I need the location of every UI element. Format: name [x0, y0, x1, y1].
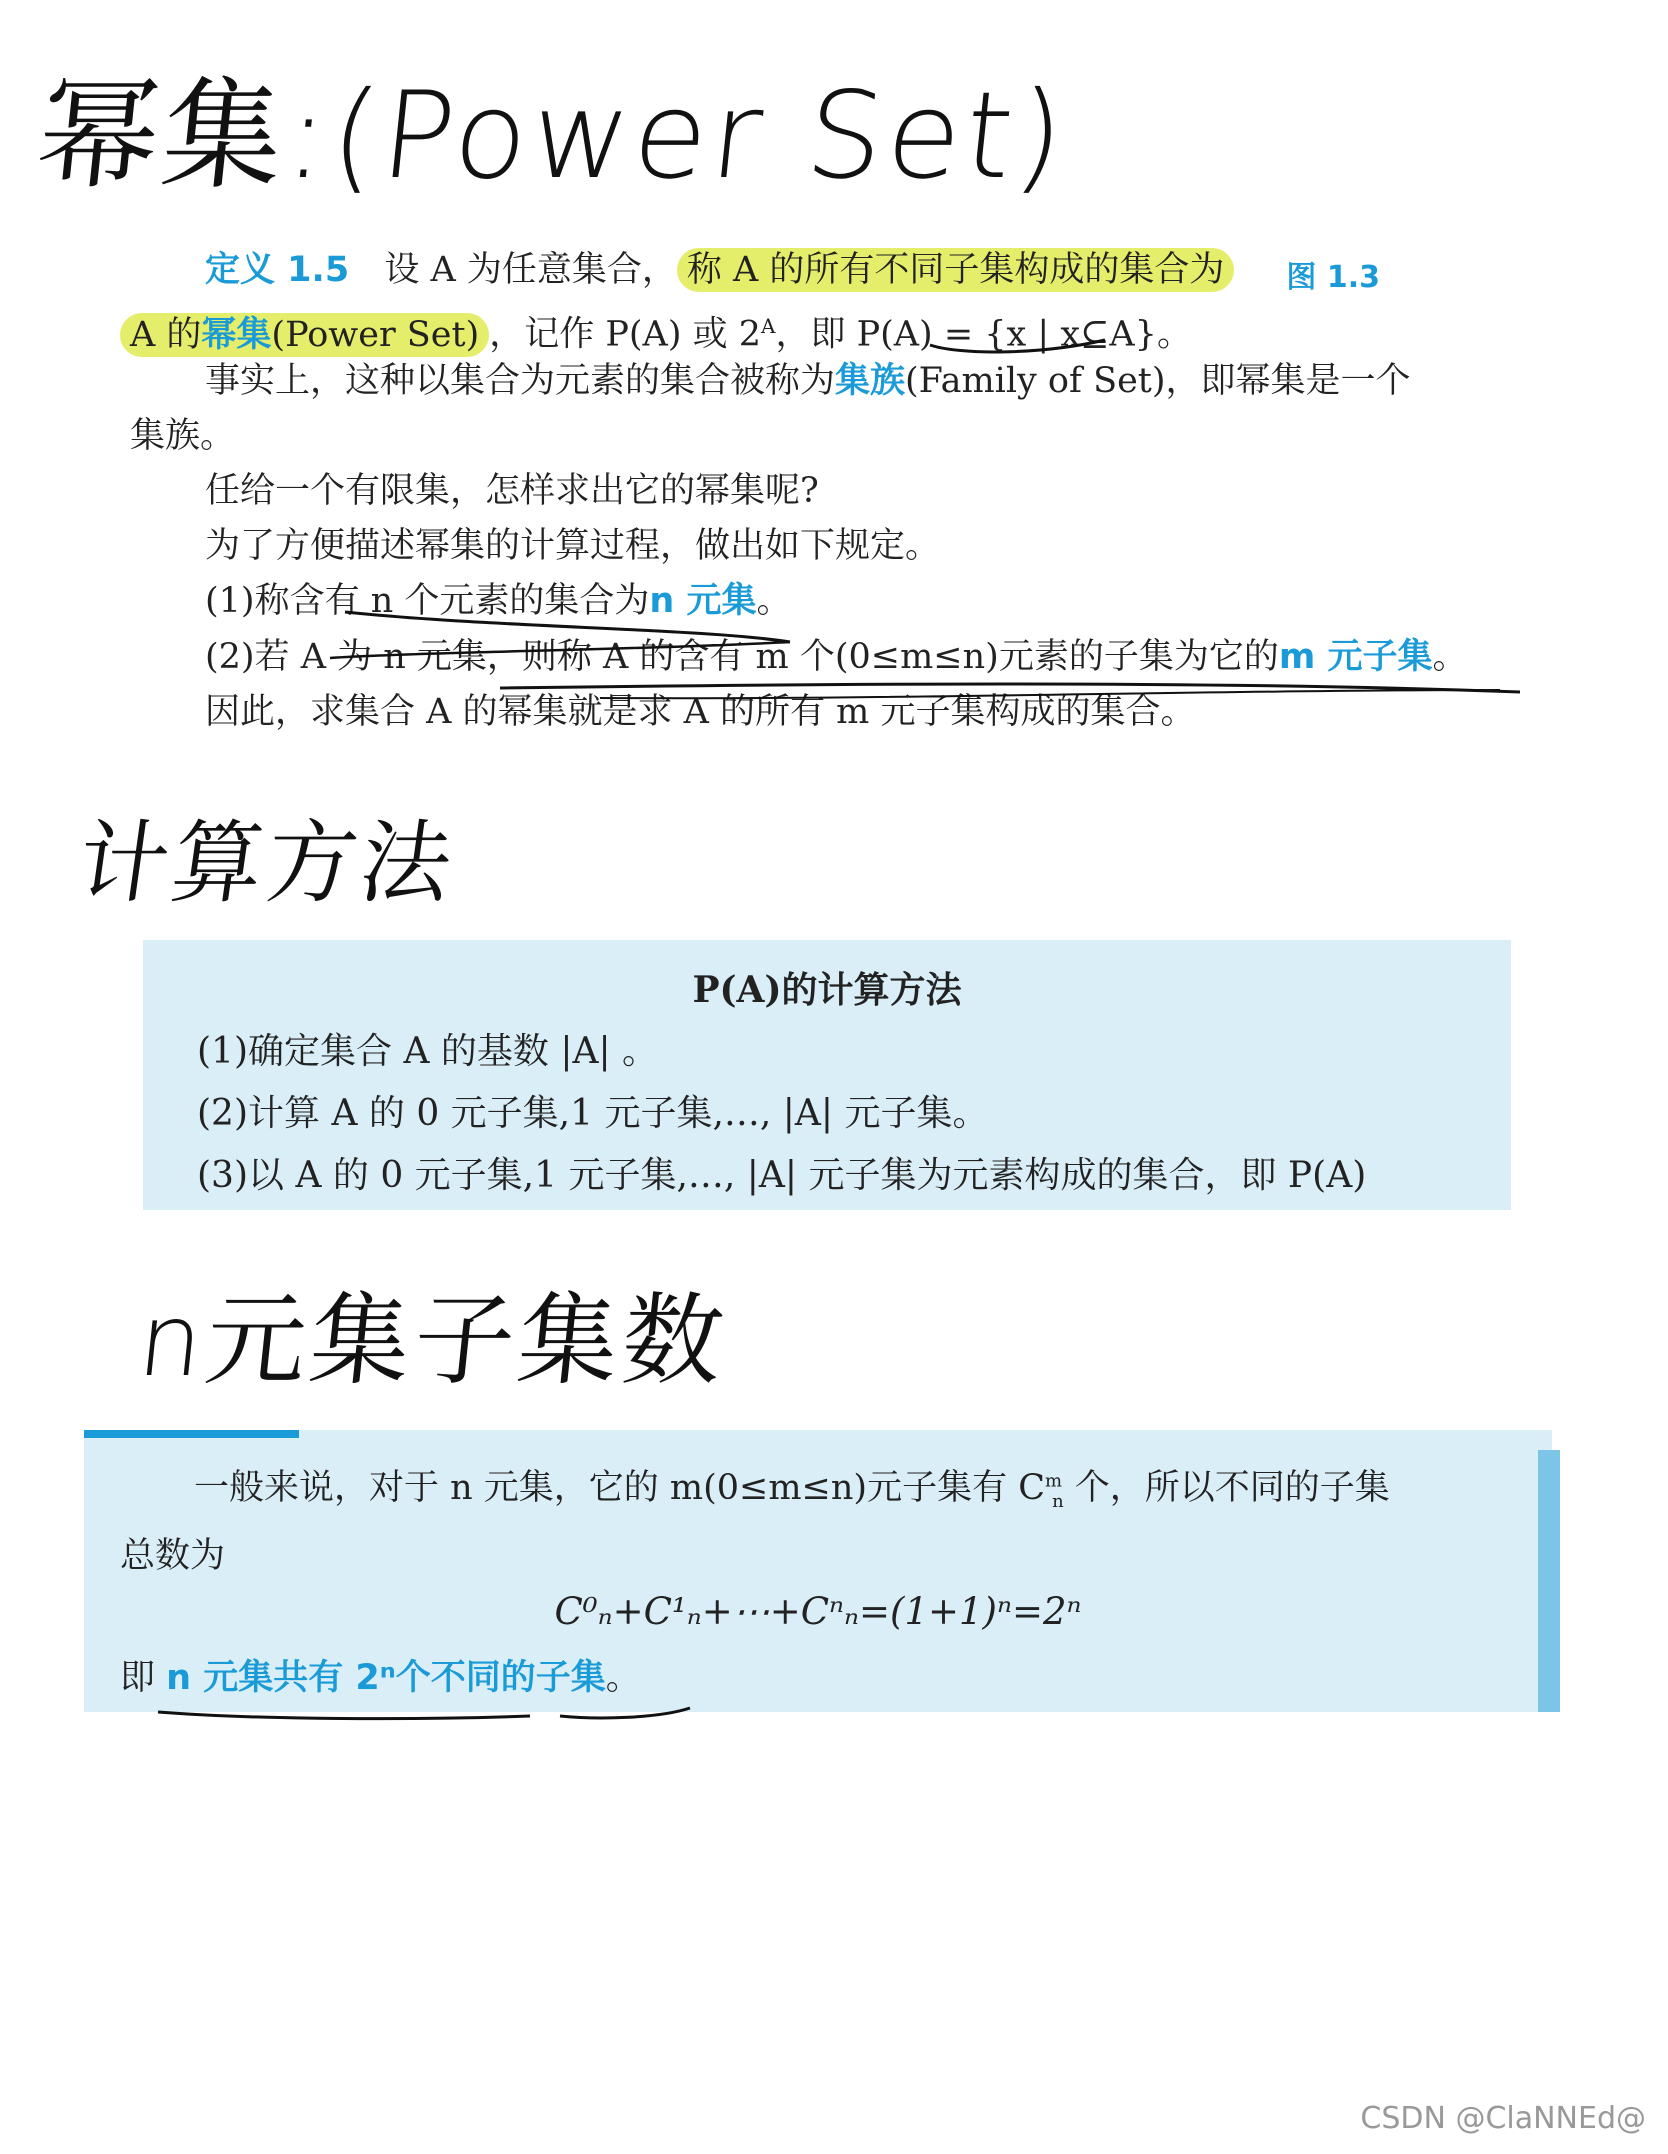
- handwritten-calc-method: 计算方法: [71, 811, 463, 916]
- rule-2-end: 。: [1432, 637, 1468, 677]
- definition-label: 定义 1.5: [205, 250, 350, 290]
- definition-a-of: A 的: [130, 314, 202, 355]
- rule-1-text: (1)称含有 n 个元素的集合为: [205, 581, 650, 621]
- conclusion-term: n 元集共有 2ⁿ个不同的子集: [166, 1658, 606, 1698]
- conclusion-end: 。: [605, 1658, 641, 1698]
- subset-count-line-2: 总数为: [120, 1536, 226, 1576]
- calc-method-title: P(A)的计算方法: [692, 969, 962, 1011]
- subset-count-text: 一般来说，对于 n 元集，它的 m(0≤m≤n)元子集有 C: [194, 1468, 1045, 1508]
- handwritten-underlines: [0, 0, 1668, 800]
- subset-count-conclusion: [120, 1650, 641, 1700]
- calc-step-1: (1)确定集合 A 的基数 |A| 。: [197, 1031, 659, 1072]
- definition-highlight-1: 称 A 的所有不同子集构成的集合为: [677, 248, 1235, 292]
- p1-text-b: (Family of Set)，即幂集是一个: [905, 361, 1411, 401]
- definition-notation: ，记作 P(A) 或 2: [489, 314, 761, 355]
- term-m-subset: m 元子集: [1278, 637, 1433, 677]
- term-n-set: n 元集: [649, 581, 757, 621]
- paragraph-conclusion: 因此，求集合 A 的幂集就是求 A 的所有 m 元子集构成的集合。: [205, 692, 1196, 732]
- handwritten-n-subsets: n元集子集数: [132, 1282, 733, 1399]
- definition-notation-sup: A: [761, 314, 776, 338]
- handwritten-title: 幂集:(Power Set): [31, 67, 1075, 206]
- definition-formula: ，即 P(A) = {x | x⊆A}。: [775, 314, 1192, 355]
- subset-count-box: [84, 1430, 1552, 1712]
- figure-label: 图 1.3: [1286, 260, 1380, 295]
- box-side-bar: [1538, 1450, 1560, 1712]
- paragraph-question: 任给一个有限集，怎样求出它的幂集呢?: [205, 471, 819, 511]
- rule-1-end: 。: [756, 581, 792, 621]
- term-power-set-en: (Power Set): [271, 314, 480, 355]
- calc-method-box: [143, 940, 1511, 1210]
- handwritten-underline-bottom: [0, 1700, 1668, 1740]
- paragraph-rules-intro: 为了方便描述幂集的计算过程，做出如下规定。: [205, 526, 941, 566]
- calc-step-3: (3)以 A 的 0 元子集,1 元子集,…, |A| 元子集为元素构成的集合，即 P(A): [197, 1155, 1367, 1196]
- rule-2-text: (2)若 A 为 n 元集，则称 A 的含有 m 个(0≤m≤n)元素的子集为它的: [205, 637, 1279, 677]
- subset-count-line-1: [194, 1460, 1390, 1512]
- term-family-of-set: 集族: [835, 361, 906, 401]
- p1-text-c: 集族。: [130, 416, 236, 456]
- term-power-set: 幂集: [201, 314, 272, 355]
- definition-text-a: 设 A 为任意集合，: [384, 250, 677, 290]
- combination-sup: m: [1044, 1470, 1063, 1492]
- calc-step-2: (2)计算 A 的 0 元子集,1 元子集,…, |A| 元子集。: [197, 1093, 989, 1134]
- p1-text-a: 事实上，这种以集合为元素的集合被称为: [205, 361, 836, 401]
- watermark: CSDN @ClaNNEd@: [1360, 2101, 1646, 2136]
- subset-count-text-end: 个，所以不同的子集: [1063, 1468, 1390, 1508]
- conclusion-prefix: 即: [120, 1658, 167, 1698]
- combination-sub: n: [1052, 1491, 1064, 1512]
- subset-count-formula: C⁰ₙ+C¹ₙ+⋯+Cⁿₙ=(1+1)ⁿ=2ⁿ: [554, 1590, 1082, 1633]
- box-accent-bar: [84, 1430, 299, 1438]
